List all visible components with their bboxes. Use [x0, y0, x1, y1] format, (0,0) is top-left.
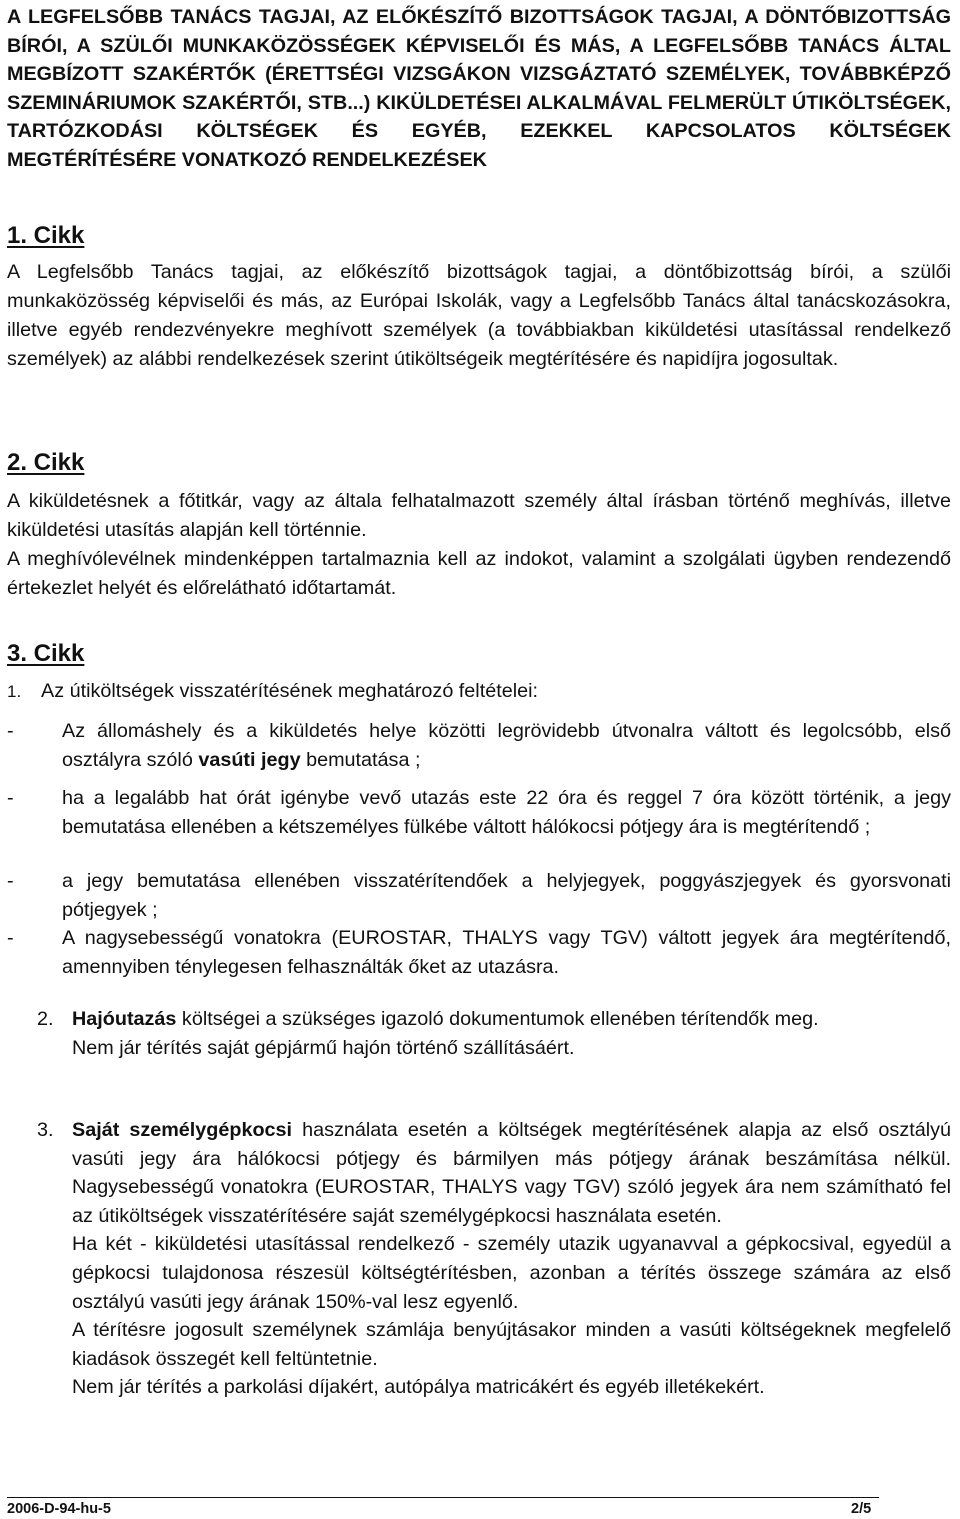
bullet-dash: -	[7, 720, 14, 742]
footer-rule	[7, 1497, 879, 1498]
item-body	[72, 1005, 951, 1062]
article-3-heading: 3. Cikk	[7, 640, 85, 667]
item-paragraph	[72, 1116, 951, 1230]
bullet-text: a jegy bemutatása ellenében visszatérítendőek a helyjegyek, poggyászjegyek és gyorsvonati pótjegyek ;	[62, 870, 951, 921]
bullet-dash: -	[7, 870, 14, 892]
bullet-item	[7, 784, 951, 841]
bullet-text: A nagysebességű vonatokra (EUROSTAR, THALYS vagy TGV) váltott jegyek ára megtérítendő, amennyiben ténylegesen felhasználták őket az utazásra.	[62, 927, 951, 978]
item-text: költségei a szükséges igazoló dokumentumok ellenében térítendők meg.	[176, 1008, 819, 1030]
footer-document-code: 2006-D-94-hu-5	[7, 1501, 111, 1517]
article-3-item-1	[7, 677, 951, 706]
bullet-text-part: Az állomáshely és a kiküldetés helye közötti legrövidebb útvonalra váltott és legolcsóbb, első osztályra szóló	[62, 720, 951, 771]
footer-page-number: 2/5	[851, 1501, 872, 1517]
bullet-dash: -	[7, 787, 14, 809]
article-2-text-2: A meghívólevélnek mindenképpen tartalmaznia kell az indokot, valamint a szolgálati ügyben rendezendő értekezlet helyét és előrelátható időtartamát.	[7, 548, 951, 599]
item-text: használata esetén a költségek megtérítésének alapja az első osztályú vasúti jegy ára hálókocsi pótjegy és bármilyen más pótjegy árának beszámítása nélkül. Nagysebességű vonatokra (EUROSTAR, THALYS vagy TGV) szóló jegyek ára nem számítható fel az útiköltségek visszatérítésére saját személygépkocsi használata esetén.	[72, 1119, 951, 1227]
article-1-text: A Legfelsőbb Tanács tagjai, az előkészítő bizottságok tagjai, a döntőbizottság bírói, a szülői munkaközösség képviselői és más, az Európai Iskolák, vagy a Legfelsőbb Tanács által tanácskozásokra, illetve egyéb rendezvényekre meghívott személyek (a továbbiakban kiküldetési utasítással rendelkező személyek) az alábbi rendelkezések szerint útiköltségeik megtérítésére és napidíjra jogosultak.	[7, 261, 951, 370]
item-paragraph: A térítésre jogosult személynek számlája benyújtásakor minden a vasúti költségeknek megfelelő kiadások összegét kell feltüntetnie.	[72, 1319, 951, 1370]
article-3-item-3	[37, 1116, 951, 1402]
item-paragraph: Nem jár térítés a parkolási díjakért, autópálya matricákért és egyéb illetékekért.	[72, 1376, 765, 1399]
bullet-text-part: bemutatása ;	[300, 748, 421, 771]
item-number: 1.	[7, 682, 22, 701]
bullet-item	[7, 867, 951, 924]
bullet-text-bold: vasúti jegy	[198, 748, 301, 771]
item-line: Nem jár térítés saját gépjármű hajón történő szállításáért.	[72, 1036, 575, 1059]
article-1-heading: 1. Cikk	[7, 222, 85, 249]
document-title: A LEGFELSŐBB TANÁCS TAGJAI, AZ ELŐKÉSZÍTŐ BIZOTTSÁGOK TAGJAI, A DÖNTŐBIZOTTSÁG BÍRÓI, A SZÜLŐI MUNKAKÖZÖSSÉGEK KÉPVISELŐI ÉS MÁS, A LEGFELSŐBB TANÁCS ÁLTAL MEGBÍZOTT SZAKÉRTŐK (ÉRETTSÉGI VIZSGÁKON VIZSGÁZTATÓ SZEMÉLYEK, TOVÁBBKÉPZŐ SZEMINÁRIUMOK SZAKÉRTŐI, STB...) KIKÜLDETÉSEI ALKALMÁVAL FELMERÜLT ÚTIKÖLTSÉGEK, TARTÓZKODÁSI KÖLTSÉGEK ÉS EGYÉB, EZEKKEL KAPCSOLATOS KÖLTSÉGEK MEGTÉRÍTÉSÉRE VONATKOZÓ RENDELKEZÉSEK	[7, 6, 951, 171]
article-3-item-2	[37, 1005, 951, 1062]
item-bold: Hajóutazás	[72, 1008, 177, 1030]
item-body	[72, 1116, 951, 1402]
article-2-text-1: A kiküldetésnek a főtitkár, vagy az általa felhatalmazott személy által írásban történő meghívás, illetve kiküldetési utasítás alapján kell történnie.	[7, 490, 951, 541]
bullet-item	[7, 924, 951, 981]
item-bold: Saját személygépkocsi	[72, 1119, 293, 1141]
item-text: Az útiköltségek visszatérítésének meghatározó feltételei:	[41, 680, 538, 702]
bullet-text: ha a legalább hat órát igénybe vevő utazás este 22 óra és reggel 7 óra között történik, a jegy bemutatása ellenében a kétszemélyes fülkébe váltott hálókocsi pótjegy ára is megtérítendő ;	[62, 787, 951, 838]
item-number: 3.	[37, 1119, 54, 1141]
bullet-dash: -	[7, 927, 14, 949]
bullet-item	[7, 717, 951, 774]
article-2-heading: 2. Cikk	[7, 449, 85, 476]
item-paragraph: Ha két - kiküldetési utasítással rendelkező - személy utazik ugyanavval a gépkocsival, egyedül a gépkocsi tulajdonosa részesül költségtérítésben, azonban a térítés összege számára az első osztályú vasúti jegy árának 150%-val lesz egyenlő.	[72, 1233, 951, 1313]
item-line	[72, 1005, 951, 1034]
bullet-text	[62, 717, 951, 774]
item-number: 2.	[37, 1008, 54, 1030]
